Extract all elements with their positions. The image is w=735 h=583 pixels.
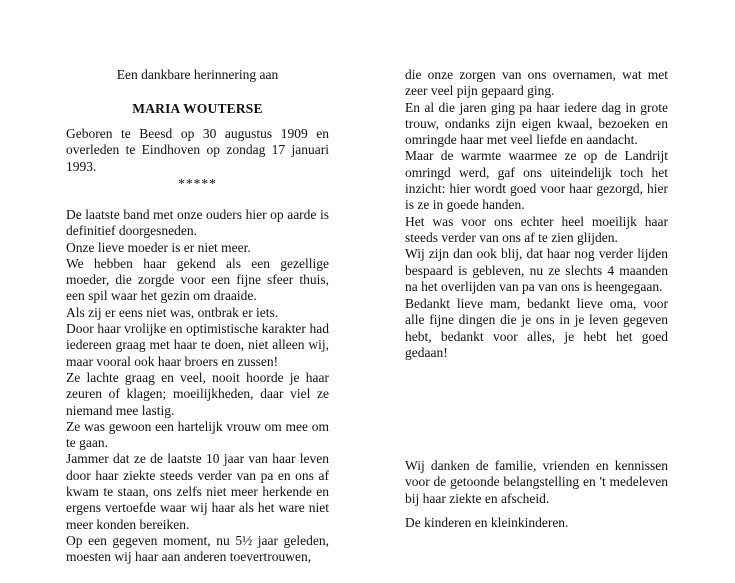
card-heading: Een dankbare herinnering aan bbox=[116, 67, 279, 82]
paragraph: Door haar vrolijke en optimistische karakter had iedereen graag met haar te doen, niet alleen wij, maar vooral ook haar broers en zussen! bbox=[66, 321, 329, 369]
birth-death-text: Geboren te Beesd op 30 augustus 1909 en overleden te Eindhoven op zondag 17 januari 1993. bbox=[66, 126, 329, 174]
paragraph: Ze was gewoon een hartelijk vrouw om mee om te gaan. bbox=[66, 418, 329, 451]
paragraph: En al die jaren ging pa haar iedere dag in grote trouw, ondanks zijn eigen kwaal, bezoeken en omringde haar met veel liefde en aandacht. bbox=[405, 99, 668, 148]
deceased-name: MARIA WOUTERSE bbox=[132, 101, 263, 116]
paragraph: De laatste band met onze ouders hier op aarde is definitief doorgesneden. bbox=[66, 207, 329, 239]
paragraph: Wij zijn dan ook blij, dat haar nog verder lijden bespaard is gebleven, nu ze slechts 4 maanden na het overlijden van pa van ons is heengegaan. bbox=[405, 246, 668, 294]
right-body bbox=[405, 67, 668, 295]
paragraph: Maar de warmte waarmee ze op de Landrijt omringd werd, gaf ons uiteindelijk toch het inzicht: hier wordt goed voor haar gezorgd, hier is ze in goede handen. bbox=[405, 148, 668, 213]
paragraph: We hebben haar gekend als een gezellige moeder, die zorgde voor een fijne sfeer thuis, een spil waar het gezin om draaide. bbox=[66, 255, 329, 304]
paragraph: die onze zorgen van ons overnamen, wat met zeer veel pijn gepaard ging. bbox=[405, 67, 668, 99]
paragraph: Op een gegeven moment, nu 5½ jaar geleden, moesten wij haar aan anderen toevertrouwen, bbox=[66, 532, 329, 565]
paragraph: Het was voor ons echter heel moeilijk haar steeds verder van ons af te zien glijden. bbox=[405, 213, 668, 245]
thanks-mom-text: Bedankt lieve mam, bedankt lieve oma, voor alle fijne dingen die je ons in je leven gegeven hebt, bedankt voor alles, je hebt het goed gedaan! bbox=[405, 296, 668, 360]
thanks-family-text: Wij danken de familie, vrienden en kennissen voor de getoonde belangstelling en 't medeleven bij haar ziekte en afscheid. bbox=[405, 458, 668, 506]
separator-stars: ***** bbox=[178, 176, 217, 191]
paragraph: Ze lachte graag en veel, nooit hoorde je haar zeuren of klagen; moeilijkheden, daar viel ze niemand mee lastig. bbox=[66, 369, 329, 418]
paragraph: Als zij er eens niet was, ontbrak er iets. bbox=[66, 304, 279, 320]
left-body bbox=[66, 207, 329, 566]
signature: De kinderen en kleinkinderen. bbox=[405, 515, 569, 530]
paragraph: Jammer dat ze de laatste 10 jaar van haar leven door haar ziekte steeds verder van pa en ons af kwam te staan, ons zelfs niet meer herkende en ergens vertoefde waar wij haar als het ware niet meer konden bereiken. bbox=[66, 451, 329, 532]
paragraph: Onze lieve moeder is er niet meer. bbox=[66, 239, 251, 255]
